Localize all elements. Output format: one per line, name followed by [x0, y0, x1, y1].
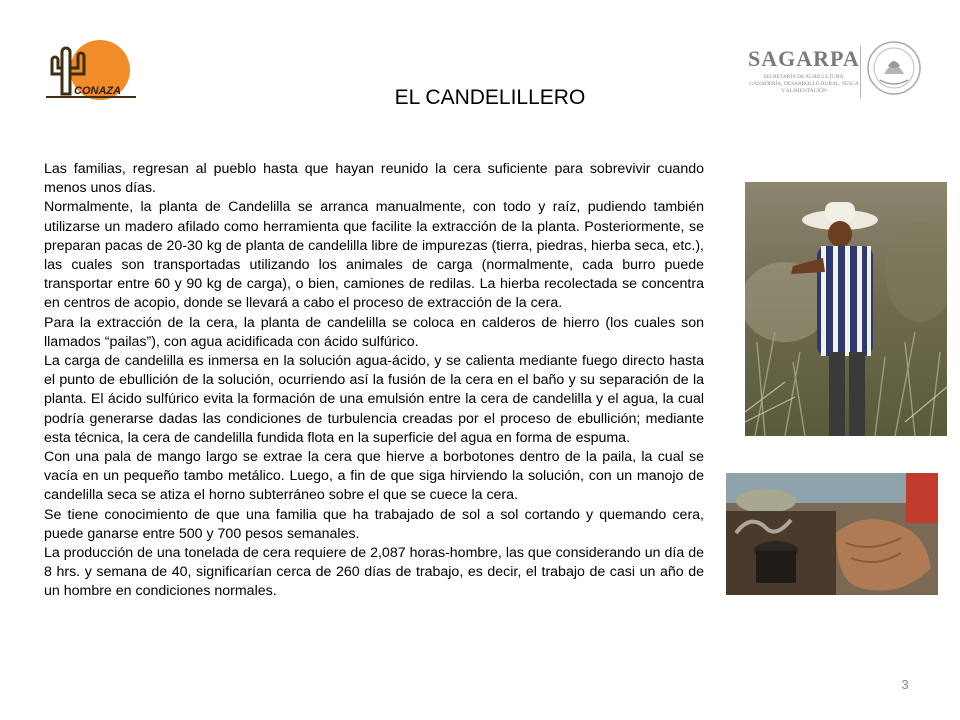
paragraph: La carga de candelilla es inmersa en la solución agua-ácido, y se calienta mediante fuego directo hasta el punto de ebullición de la solución, ocurriendo así la fusión de la cera en el baño y su separación de la planta. El ácido sulfúrico evita la formación de una emulsión entre la cera de candelilla y el agua, la cual podría generarse dadas las condiciones de turbulencia creadas por el proceso de ebullición; mediante esta técnica, la cera de candelilla fundida flota en la superficie del agua en forma de espuma. [44, 353, 704, 446]
wax-hands-photo [726, 473, 938, 595]
paragraph: Para la extracción de la cera, la planta de candelilla se coloca en calderos de hierro (los cuales son llamados “pailas”), con agua acidificada con ácido sulfúrico. [44, 314, 704, 350]
sagarpa-logo-text: SAGARPA [748, 46, 860, 71]
conaza-logo-text: CONAZA [74, 85, 122, 97]
sagarpa-divider [860, 46, 861, 98]
slide-title: EL CANDELILLERO [394, 86, 586, 109]
sagarpa-logo [748, 40, 928, 100]
body-text [44, 160, 704, 602]
paragraph: La producción de una tonelada de cera requiere de 2,087 horas-hombre, las que considerando un día de 8 hrs. y semana de 40, significarían cerca de 260 días de trabajo, es decir, el trabajo de casi un año de un hombre en condiciones normales. [44, 545, 704, 600]
sagarpa-subtitle: SECRETARÍA DE AGRICULTURA, GANADERÍA, DESARROLLO RURAL, PESCA Y ALIMENTACIÓN [749, 74, 859, 94]
paragraph: Con una pala de mango largo se extrae la cera que hierve a borbotones dentro de la paila, la cual se vacía en un pequeño tambo metálico. Luego, a fin de que siga hirviendo la solución, con un manojo de candelilla seca se atiza el horno subterráneo sobre el que se cuece la cera. [44, 449, 704, 504]
paragraph: Normalmente, la planta de Candelilla se arranca manualmente, con todo y raíz, pudiendo también utilizarse un madero afilado como herramienta que facilite la extracción de la planta. Posteriormente, se preparan pacas de 20-30 kg de planta de candelilla libre de impurezas (tierra, piedras, hierba seca, etc.), las cuales son transportadas utilizando los animales de carga (normalmente, cada burro puede transportar entre 60 y 90 kg de carga), o bien, camiones de redilas. La hierba recolectada se concentra en centros de acopio, donde se llevará a cabo el proceso de extracción de la cera. [44, 199, 704, 312]
paragraph: Se tiene conocimiento de que una familia que ha trabajado de sol a sol cortando y quemando cera, puede ganarse entre 500 y 700 pesos semanales. [44, 506, 704, 542]
page-number: 3 [901, 677, 909, 692]
paragraph: Las familias, regresan al pueblo hasta que hayan reunido la cera suficiente para sobrevivir cuando menos unos días. [44, 161, 704, 197]
harvester-photo [745, 182, 947, 436]
mexico-seal-icon [866, 40, 922, 96]
conaza-logo [40, 38, 140, 108]
